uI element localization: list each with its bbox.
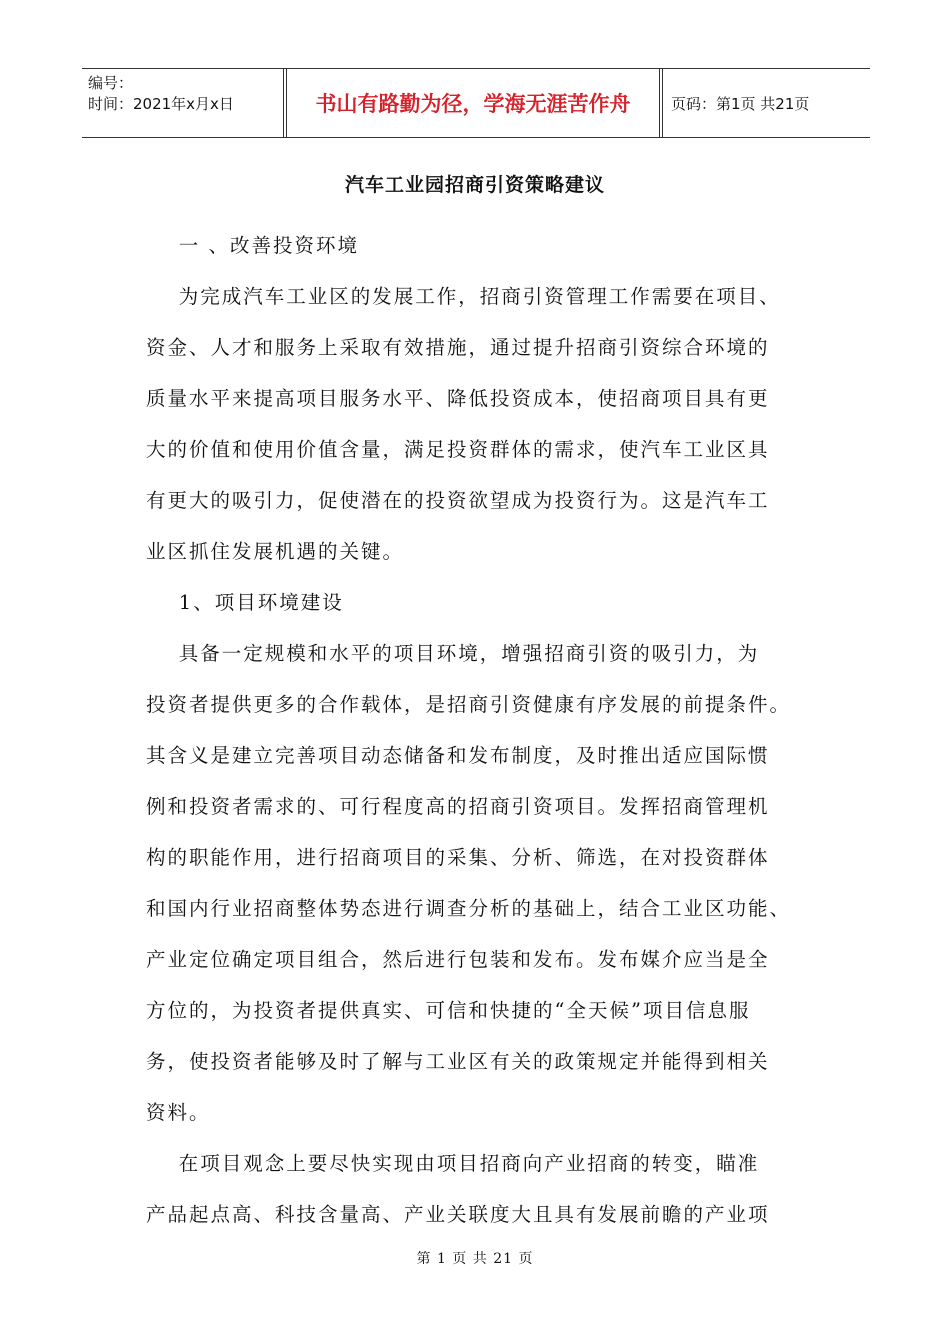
document-title: 汽车工业园招商引资策略建议 (344, 174, 605, 196)
text-line: 产品起点高、科技含量高、产业关联度大且具有发展前瞻的产业项 (146, 1203, 770, 1226)
text-line: 有更大的吸引力，促使潜在的投资欲望成为投资行为。这是汽车工 (146, 489, 770, 512)
text-line: 业区抓住发展机遇的关键。 (146, 540, 405, 563)
page-footer: 第 1 页 共 21 页 (416, 1251, 534, 1267)
text-line: 务，使投资者能够及时了解与工业区有关的政策规定并能得到相关 (146, 1050, 770, 1073)
text-line: 在项目观念上要尽快实现由项目招商向产业招商的转变，瞄准 (146, 1152, 760, 1175)
time-label: 时间：2021年x月x日 (88, 95, 234, 113)
page-header (82, 68, 870, 138)
text-line: 产业定位确定项目组合，然后进行包装和发布。发布媒介应当是全 (146, 948, 770, 971)
text-line: 和国内行业招商整体势态进行调查分析的基础上，结合工业区功能、 (146, 897, 792, 920)
text-line: 一 、改善投资环境 (146, 234, 359, 257)
text-line: 资料。 (146, 1101, 211, 1124)
text-line: 方位的，为投资者提供真实、可信和快捷的“全天候”项目信息服 (146, 999, 751, 1022)
document-body (146, 220, 806, 1240)
text-line: 为完成汽车工业区的发展工作，招商引资管理工作需要在项目、 (146, 285, 781, 308)
header-meta (82, 69, 284, 137)
text-line: 构的职能作用，进行招商项目的采集、分析、筛选，在对投资群体 (146, 846, 770, 869)
number-label: 编号： (88, 74, 134, 92)
text-line: 1、项目环境建设 (146, 591, 344, 614)
text-line: 例和投资者需求的、可行程度高的招商引资项目。发挥招商管理机 (146, 795, 770, 818)
header-page-info: 页码：第1页 共21页 (662, 69, 870, 137)
text-line: 投资者提供更多的合作载体，是招商引资健康有序发展的前提条件。 (146, 693, 792, 716)
text-line: 具备一定规模和水平的项目环境，增强招商引资的吸引力，为 (146, 642, 760, 665)
header-motto: 书山有路勤为径，学海无涯苦作舟 (286, 69, 660, 137)
text-line: 质量水平来提高项目服务水平、降低投资成本，使招商项目具有更 (146, 387, 770, 410)
text-line: 其含义是建立完善项目动态储备和发布制度，及时推出适应国际惯 (146, 744, 770, 767)
text-line: 大的价值和使用价值含量，满足投资群体的需求，使汽车工业区具 (146, 438, 770, 461)
text-line: 资金、人才和服务上采取有效措施，通过提升招商引资综合环境的 (146, 336, 770, 359)
